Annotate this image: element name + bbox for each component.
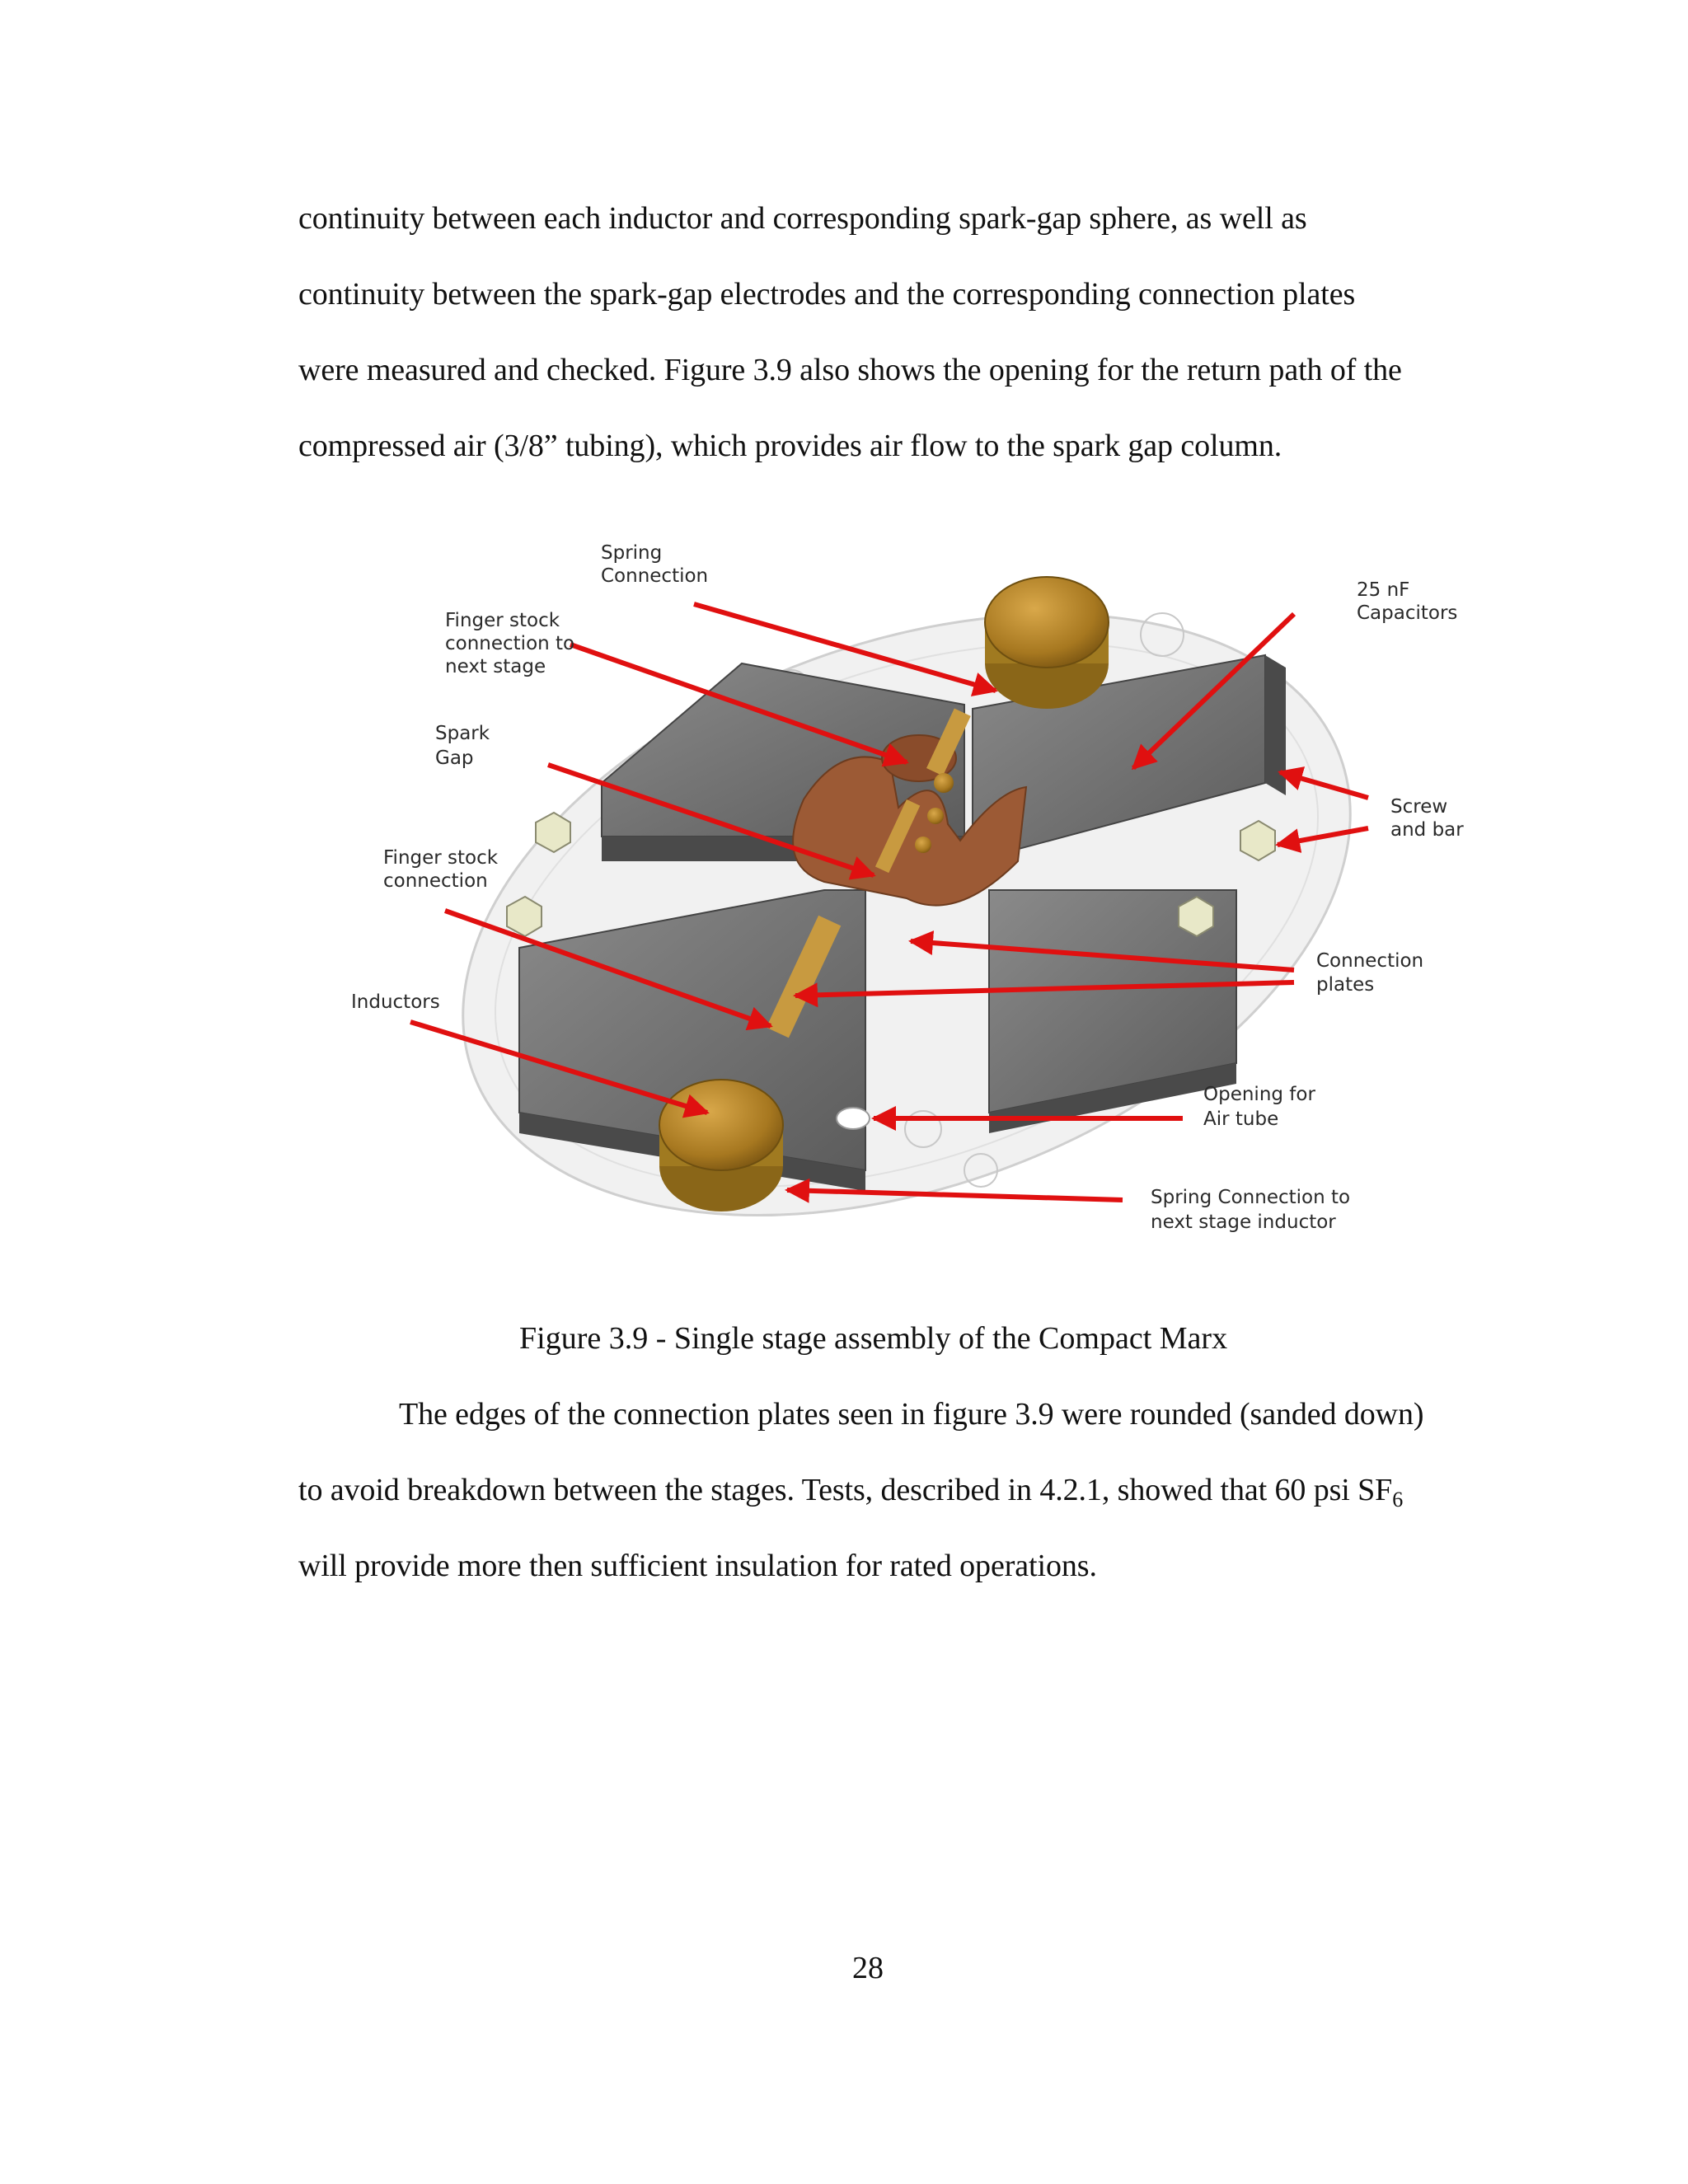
label-connection-plates: Connection plates [1316,950,1424,996]
inductor-top [985,577,1109,709]
inductor-bottom [659,1080,783,1212]
text-line: continuity between the spark-gap electrodes and the corresponding connection plates [298,277,1356,312]
label-inductors: Inductors [351,991,440,1013]
figure-caption: Figure 3.9 - Single stage assembly of the Compact Marx [519,1321,1228,1356]
text-line: The edges of the connection plates seen in figure 3.9 were rounded (sanded down) [399,1397,1424,1432]
text-line-with-subscript [298,1472,1404,1511]
label-finger-stock-next: Finger stock connection to next stage [445,610,575,677]
text-segment: to avoid breakdown between the stages. Tests, described in 4.2.1, showed that 60 psi SF [298,1473,1393,1507]
compact-marx-assembly-figure [330,536,1484,1253]
label-spark-gap: Spark Gap [435,723,490,769]
label-screw-bar: Screw and bar [1390,796,1464,841]
page-number: 28 [852,1951,884,1985]
subscript: 6 [1392,1488,1404,1511]
label-spring-next: Spring Connection to next stage inductor [1151,1187,1351,1233]
air-tube-opening [837,1108,870,1129]
label-finger-stock: Finger stock connection [383,847,499,892]
text-line: compressed air (3/8” tubing), which provides air flow to the spark gap column. [298,429,1282,463]
text-line: continuity between each inductor and corresponding spark-gap sphere, as well as [298,201,1307,236]
text-line: will provide more then sufficient insulation for rated operations. [298,1549,1097,1583]
label-air-tube: Opening for Air tube [1203,1084,1315,1130]
label-spring-connection: Spring Connection [601,542,709,587]
label-capacitors: 25 nF Capacitors [1357,579,1458,624]
text-line: were measured and checked. Figure 3.9 also shows the opening for the return path of the [298,353,1402,387]
